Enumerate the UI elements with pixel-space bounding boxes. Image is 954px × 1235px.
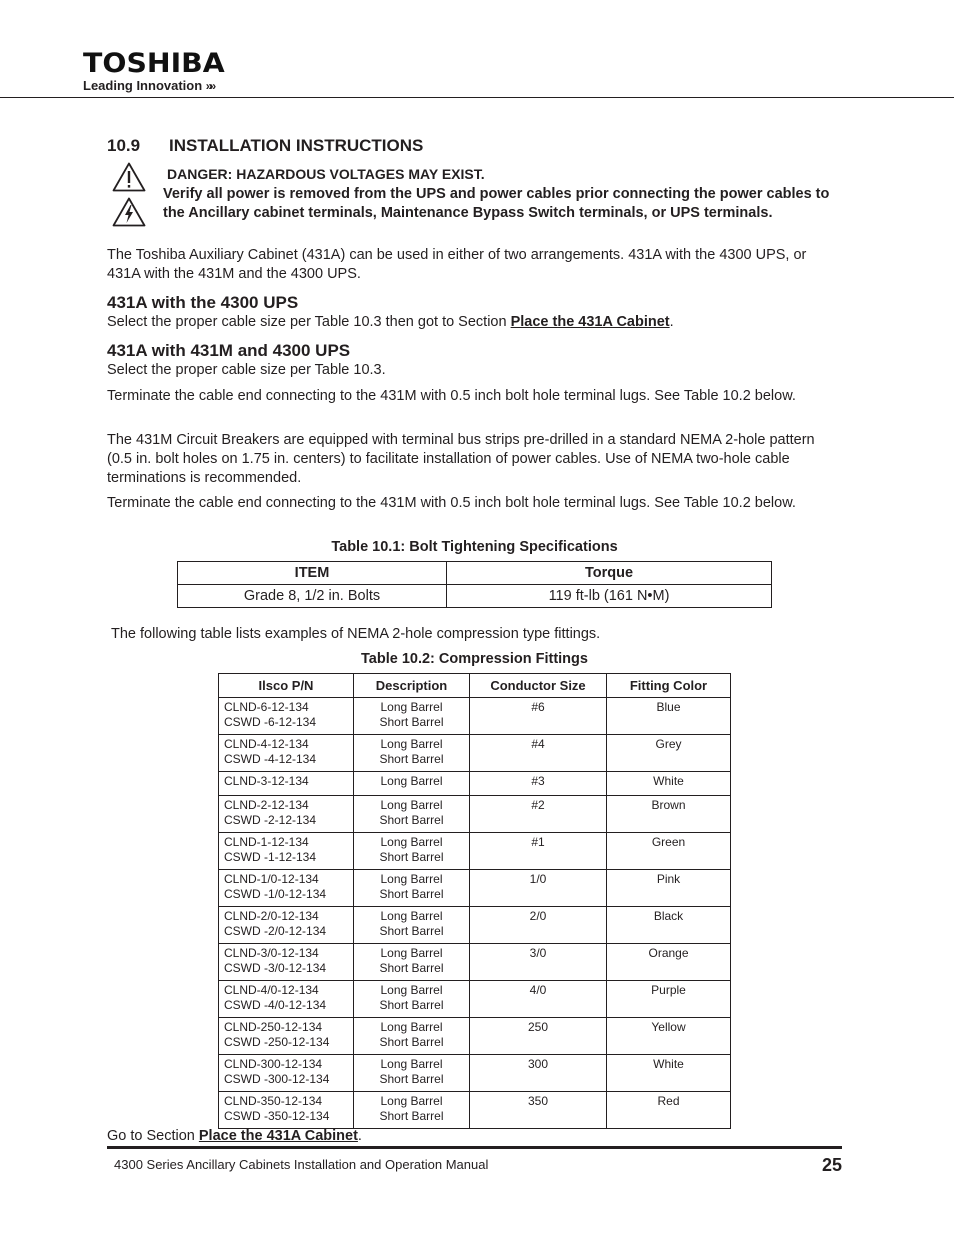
goto-period: . — [357, 1128, 362, 1144]
table-cell — [607, 1092, 731, 1129]
table-row — [219, 1092, 731, 1129]
section-heading — [107, 136, 423, 156]
cell-line: Short Barrel — [379, 924, 444, 938]
table-cell — [219, 944, 354, 981]
place-cabinet-link[interactable]: Place the 431A Cabinet — [198, 1128, 358, 1144]
cell-line: Short Barrel — [379, 1035, 444, 1049]
table-row — [219, 944, 731, 981]
cell-line: Long Barrel — [380, 872, 443, 886]
table-cell — [470, 1092, 607, 1129]
cell-line: CSWD -350-12-134 — [224, 1109, 330, 1123]
table-row — [219, 833, 731, 870]
cell-line: 1/0 — [529, 872, 547, 886]
table-cell — [354, 1018, 470, 1055]
table-cell — [607, 1018, 731, 1055]
cell-line: CLND-4-12-134 — [224, 737, 309, 751]
table-row — [219, 796, 731, 833]
tagline — [83, 78, 213, 93]
cell-line: CLND-350-12-134 — [224, 1094, 323, 1108]
cell-line: 4/0 — [529, 983, 547, 997]
danger-text: Verify all power is removed from the UPS and power cables prior connecting the power cables to the Ancillary cabinet terminals, Maintenance Bypass Switch terminals, or UPS terminals. — [163, 186, 830, 221]
table-cell: 119 ft-lb (161 N•M) — [447, 585, 772, 608]
cell-line: CLND-2-12-134 — [224, 798, 309, 812]
table-cell — [470, 735, 607, 772]
cell-line: #6 — [531, 700, 545, 714]
column-header: Description — [354, 674, 470, 698]
compression-fittings-table — [218, 673, 731, 1129]
table-cell — [607, 833, 731, 870]
table-cell — [354, 981, 470, 1018]
cell-line: CLND-3-12-134 — [224, 774, 309, 788]
section-number: 10.9 — [107, 136, 141, 155]
cell-line: Long Barrel — [380, 737, 443, 751]
table-cell — [470, 1018, 607, 1055]
cell-line: Long Barrel — [380, 700, 443, 714]
table-cell — [607, 907, 731, 944]
cell-line: CSWD -300-12-134 — [224, 1072, 330, 1086]
header-rule — [0, 97, 954, 98]
table-cell — [607, 870, 731, 907]
cell-line: Long Barrel — [380, 909, 443, 923]
table-row — [219, 1018, 731, 1055]
cell-line: Black — [653, 909, 684, 923]
table-header-row — [178, 562, 772, 585]
cell-line: #3 — [531, 774, 545, 788]
table-cell — [354, 698, 470, 735]
cell-line: CLND-4/0-12-134 — [224, 983, 319, 997]
cell-line: Long Barrel — [380, 774, 443, 788]
table1-caption: Table 10.1: Bolt Tightening Specifications — [331, 539, 618, 555]
cell-line: Short Barrel — [379, 813, 444, 827]
electrical-hazard-icon — [112, 197, 146, 227]
cell-line: CSWD -1-12-134 — [224, 850, 317, 864]
sub1-text: Select the proper cable size per Table 10.3 then got to Section — [107, 314, 511, 330]
table-row — [178, 585, 772, 608]
table-row — [219, 907, 731, 944]
cell-line: Short Barrel — [379, 1072, 444, 1086]
table-row — [219, 735, 731, 772]
cell-line: Long Barrel — [380, 798, 443, 812]
cell-line: Yellow — [651, 1020, 686, 1034]
cell-line: White — [653, 1057, 684, 1071]
sub2-paragraph-4: Terminate the cable end connecting to the 431M with 0.5 inch bolt hole terminal lugs. See Table 10.2 below. — [107, 495, 796, 511]
sub1-period: . — [669, 314, 674, 330]
table-cell — [219, 981, 354, 1018]
table-cell — [607, 698, 731, 735]
table-cell — [354, 796, 470, 833]
table-cell — [354, 735, 470, 772]
table2-intro: The following table lists examples of NEMA 2-hole compression type fittings. — [111, 626, 601, 642]
sub2-paragraph-3: The 431M Circuit Breakers are equipped with terminal bus strips pre-drilled in a standard NEMA 2-hole pattern (0.5 in. bolt holes on 1.75 in. centers) to facilitate installation of power cables. Use of NEMA two-hole cable terminations is recommended. — [107, 432, 815, 486]
table-cell — [470, 796, 607, 833]
column-header: Fitting Color — [607, 674, 731, 698]
cell-line: Orange — [648, 946, 689, 960]
table-cell: Grade 8, 1/2 in. Bolts — [178, 585, 447, 608]
cell-line: CSWD -2-12-134 — [224, 813, 317, 827]
cell-line: Short Barrel — [379, 961, 444, 975]
column-header: ITEM — [178, 562, 447, 585]
footer-rule — [107, 1146, 842, 1149]
cell-line: 350 — [527, 1094, 549, 1108]
cell-line: CSWD -250-12-134 — [224, 1035, 330, 1049]
cell-line: Red — [657, 1094, 680, 1108]
cell-line: Long Barrel — [380, 1057, 443, 1071]
table-row — [219, 1055, 731, 1092]
goto-text: Go to Section — [107, 1128, 199, 1144]
table-cell — [354, 1055, 470, 1092]
cell-line: Short Barrel — [379, 998, 444, 1012]
table-header-row — [219, 674, 731, 698]
cell-line: CLND-1-12-134 — [224, 835, 309, 849]
cell-line: Brown — [651, 798, 686, 812]
cell-line: CSWD -4/0-12-134 — [224, 998, 327, 1012]
sub2-paragraph-2: Terminate the cable end connecting to the 431M with 0.5 inch bolt hole terminal lugs. See Table 10.2 below. — [107, 388, 796, 404]
cell-line: Short Barrel — [379, 850, 444, 864]
table-cell — [219, 907, 354, 944]
table-cell — [470, 772, 607, 796]
table-cell — [607, 981, 731, 1018]
table-cell — [354, 870, 470, 907]
table-cell — [607, 796, 731, 833]
table-cell — [219, 735, 354, 772]
toshiba-logo: TOSHIBA — [83, 48, 225, 79]
cell-line: CSWD -2/0-12-134 — [224, 924, 327, 938]
cell-line: Long Barrel — [380, 946, 443, 960]
cell-line: CLND-250-12-134 — [224, 1020, 323, 1034]
cell-line: 2/0 — [529, 909, 547, 923]
table-cell — [219, 698, 354, 735]
table-body — [219, 698, 731, 1129]
table-cell — [354, 772, 470, 796]
warning-triangle-icon — [112, 162, 146, 192]
cell-line: Purple — [651, 983, 686, 997]
table-cell — [470, 981, 607, 1018]
cell-line: #1 — [531, 835, 545, 849]
cell-line: 300 — [527, 1057, 549, 1071]
cell-line: Grey — [655, 737, 682, 751]
cell-line: Pink — [656, 872, 681, 886]
bolt-tightening-table — [177, 561, 772, 608]
table-row — [219, 698, 731, 735]
cell-line: Short Barrel — [379, 715, 444, 729]
cell-line: CLND-2/0-12-134 — [224, 909, 319, 923]
table-cell — [219, 1055, 354, 1092]
cell-line: Short Barrel — [379, 1109, 444, 1123]
table-row — [219, 981, 731, 1018]
footer-manual-title: 4300 Series Ancillary Cabinets Installation and Operation Manual — [114, 1157, 489, 1172]
column-header: Ilsco P/N — [219, 674, 354, 698]
table-cell — [470, 1055, 607, 1092]
cell-line: Long Barrel — [380, 1020, 443, 1034]
table-cell — [219, 796, 354, 833]
table-cell — [354, 907, 470, 944]
goto-line — [107, 1127, 837, 1146]
page-number: 25 — [821, 1155, 842, 1175]
table-cell — [219, 833, 354, 870]
table-cell — [607, 735, 731, 772]
cell-line: CLND-1/0-12-134 — [224, 872, 319, 886]
cell-line: CSWD -6-12-134 — [224, 715, 317, 729]
cell-line: Short Barrel — [379, 752, 444, 766]
cell-line: Green — [651, 835, 686, 849]
table-cell — [607, 772, 731, 796]
column-header: Conductor Size — [470, 674, 607, 698]
sub1-paragraph — [107, 313, 837, 332]
chevrons-icon: »» — [205, 79, 214, 93]
cell-line: Long Barrel — [380, 983, 443, 997]
cell-line: CSWD -1/0-12-134 — [224, 887, 327, 901]
table-cell — [607, 944, 731, 981]
column-header: Torque — [447, 562, 772, 585]
cell-line: CLND-6-12-134 — [224, 700, 309, 714]
cell-line: Blue — [656, 700, 681, 714]
table-row — [219, 870, 731, 907]
tagline-text: Leading Innovation — [83, 78, 203, 93]
table-cell — [219, 1018, 354, 1055]
cell-line: CLND-3/0-12-134 — [224, 946, 319, 960]
intro-paragraph: The Toshiba Auxiliary Cabinet (431A) can be used in either of two arrangements. 431A with the 4300 UPS, or 431A with the 431M and the 4300 UPS. — [107, 247, 807, 282]
table-cell — [219, 1092, 354, 1129]
table-cell — [470, 698, 607, 735]
table-cell — [470, 907, 607, 944]
cell-line: Short Barrel — [379, 887, 444, 901]
table-cell — [219, 772, 354, 796]
cell-line: CSWD -4-12-134 — [224, 752, 317, 766]
cell-line: CSWD -3/0-12-134 — [224, 961, 327, 975]
cell-line: Long Barrel — [380, 835, 443, 849]
table-cell — [470, 870, 607, 907]
cell-line: #4 — [531, 737, 545, 751]
cell-line: Long Barrel — [380, 1094, 443, 1108]
cell-line: White — [653, 774, 684, 788]
cell-line: 250 — [527, 1020, 549, 1034]
table-cell — [607, 1055, 731, 1092]
table-row — [219, 772, 731, 796]
table2-caption: Table 10.2: Compression Fittings — [361, 651, 588, 667]
table-cell — [354, 944, 470, 981]
table-cell — [470, 944, 607, 981]
danger-heading: DANGER: HAZARDOUS VOLTAGES MAY EXIST. — [167, 166, 485, 182]
table-cell — [354, 833, 470, 870]
table-cell — [219, 870, 354, 907]
table-cell — [354, 1092, 470, 1129]
cell-line: #2 — [531, 798, 545, 812]
sub2-paragraph-1: Select the proper cable size per Table 10.3. — [107, 362, 386, 378]
cell-line: CLND-300-12-134 — [224, 1057, 323, 1071]
cell-line: 3/0 — [529, 946, 547, 960]
subheading-431a-4300: 431A with the 4300 UPS — [107, 293, 299, 312]
subheading-431a-431m-4300: 431A with 431M and 4300 UPS — [107, 341, 351, 360]
section-title: INSTALLATION INSTRUCTIONS — [169, 136, 424, 155]
place-cabinet-link[interactable]: Place the 431A Cabinet — [510, 314, 670, 330]
table-cell — [470, 833, 607, 870]
